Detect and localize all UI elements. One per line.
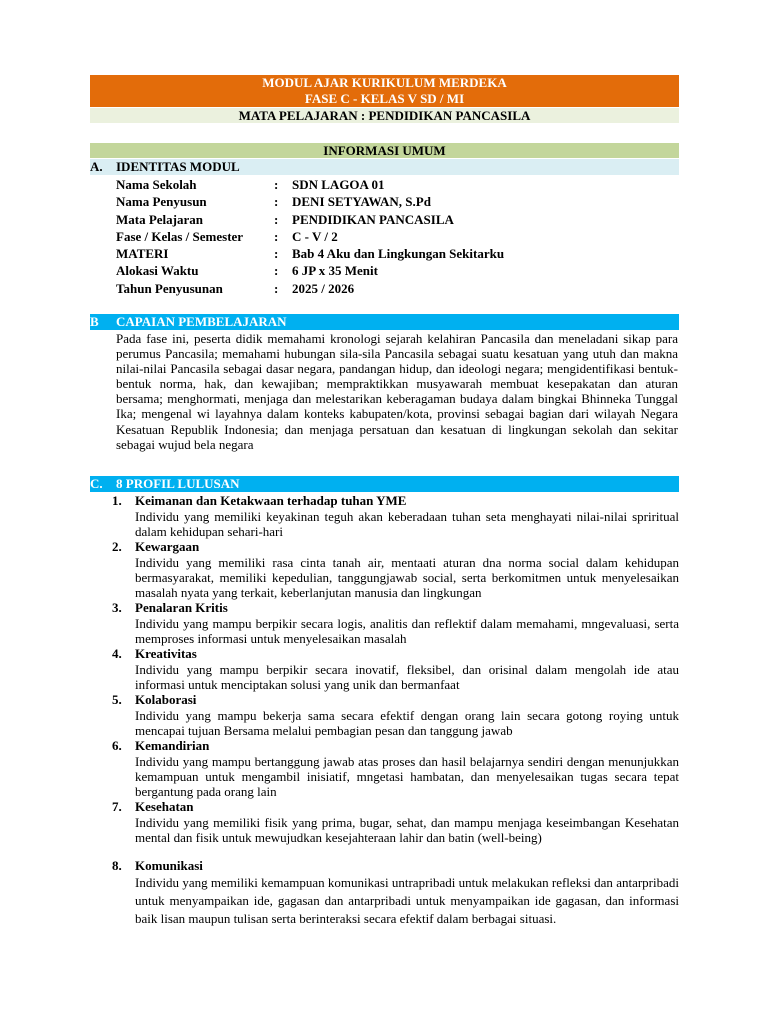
item-number: 3. (112, 600, 122, 615)
identity-value: 6 JP x 35 Menit (292, 263, 378, 279)
identity-colon: : (274, 228, 279, 244)
item-description: Individu yang memiliki fisik yang prima, bugar, sehat, dan mampu menjaga keseimbangan Kesehatan mental dan fisik untuk mewujudkan kesejahteraan lahir dan batin (well-being) (135, 815, 679, 845)
item-number: 5. (112, 692, 122, 707)
item-description: Individu yang mampu bekerja sama secara efektif dengan orang lain secara gotong roying untuk mencapai tujuan Bersama melalui pembagian pesan dan tanggung jawab (135, 708, 679, 738)
item-title: Kewargaan (135, 539, 200, 554)
list-item (90, 493, 679, 539)
item-title: Kolaborasi (135, 692, 197, 707)
identity-value: PENDIDIKAN PANCASILA (292, 211, 454, 227)
item-number: 8. (112, 858, 122, 873)
identity-value: SDN LAGOA 01 (292, 177, 385, 192)
section-c-title: 8 PROFIL LULUSAN (116, 476, 240, 491)
module-title-banner (90, 75, 679, 107)
general-info-banner: INFORMASI UMUM (90, 143, 679, 158)
item-description: Individu yang memiliki kemampuan komunikasi untrapribadi untuk melakukan refleksi dan antarpribadi untuk menyampaikan ide, gagasan dan antarpribadi untuk menyampaikan ide gagasan, dan informasi baik lisan maupun tulisan serta berinteraksi secara efektif dalam berbagai situasi. (135, 875, 679, 926)
module-title-line2: FASE C - KELAS V SD / MI (304, 91, 465, 106)
spacer (90, 845, 679, 858)
section-b-title: CAPAIAN PEMBELAJARAN (116, 314, 287, 329)
identity-colon: : (274, 263, 279, 279)
list-item (90, 600, 679, 646)
identity-colon: : (274, 194, 279, 210)
identity-label: Fase / Kelas / Semester (116, 228, 244, 244)
list-item (90, 692, 679, 738)
item-description: Individu yang memiliki keyakinan teguh akan keberadaan tuhan seta menghayati nilai-nilai spriritual dalam kehidupan sehari-hari (135, 509, 679, 539)
item-number: 2. (112, 539, 122, 554)
identity-colon: : (274, 177, 279, 192)
identity-value: Bab 4 Aku dan Lingkungan Sekitarku (292, 246, 505, 262)
item-title: Kesehatan (135, 799, 194, 814)
module-title-line1: MODUL AJAR KURIKULUM MERDEKA (262, 75, 507, 90)
item-title: Penalaran Kritis (135, 600, 228, 615)
section-b-header (90, 314, 679, 330)
identity-colon: : (274, 280, 279, 296)
identity-label: Nama Sekolah (116, 177, 197, 192)
item-description: Individu yang mampu bertanggung jawab atas proses dan hasil belajarnya sendiri dengan menunjukkan kemampuan untuk mengambil inisiatif, mngetasi hambatan, dan menyelesaikan tugas secara tepat bergantung pada orang lain (135, 754, 679, 799)
section-a-title: IDENTITAS MODUL (116, 159, 240, 174)
item-description: Individu yang mampu berpikir secara inovatif, fleksibel, dan orisinal dalam mengolah ide atau informasi untuk menciptakan solusi yang unik dan bermanfaat (135, 662, 679, 692)
list-item (90, 738, 679, 799)
graduate-profile-list (90, 493, 679, 928)
item-description: Individu yang memiliki rasa cinta tanah air, mentaati aturan dna norma social dalam kehidupan bermasyarakat, memiliki kepedulian, tanggungjawab social, serta berkomitmen untuk menyelesaikan masalah nyata yang terkait, keberlanjutan manusia dan lingkungan (135, 555, 679, 600)
item-number: 7. (112, 799, 122, 814)
item-description: Individu yang mampu berpikir secara logis, analitis dan reflektif dalam memahami, mngevaluasi, serta memproses informasi untuk menyelesaikan masalah (135, 616, 679, 646)
item-title: Kemandirian (135, 738, 210, 753)
item-title: Kreativitas (135, 646, 197, 661)
identity-colon: : (274, 211, 279, 227)
item-number: 1. (112, 493, 122, 508)
identity-label: Mata Pelajaran (116, 211, 204, 227)
section-b-letter: B (90, 314, 99, 329)
identity-label: Tahun Penyusunan (116, 280, 223, 296)
subject-banner: MATA PELAJARAN : PENDIDIKAN PANCASILA (90, 108, 679, 123)
list-item (90, 858, 679, 928)
identity-label: MATERI (116, 246, 169, 262)
list-item (90, 539, 679, 600)
item-number: 6. (112, 738, 122, 753)
identity-value: 2025 / 2026 (292, 280, 355, 296)
identity-label: Alokasi Waktu (116, 263, 199, 279)
list-item (90, 646, 679, 692)
identity-colon: : (274, 246, 279, 262)
learning-outcome-text: Pada fase ini, peserta didik memahami kronologi sejarah kelahiran Pancasila dan meneladani sikap para perumus Pancasila; memahami hubungan sila-sila Pancasila sebagai suatu kesatuan yang utuh dan makna nilai-nilai Pancasila sebagai dasar negara, pandangan hidup, dan ideologi negara; mengidentifikasi bentuk-bentuk norma, hak, dan kewajiban; mempraktikkan musyawarah membuat kesepakatan dan aturan bersama; menghormati, menjaga dan melestarikan keberagaman budaya dalam bingkai Bhinneka Tunggal Ika; mengenal wi layahnya dalam konteks kabupaten/kota, provinsi sebagai bagian dari wilayah Negara Kesatuan Republik Indonesia; dan menjaga persatuan dan kesatuan di lingkungan sekolah dan sekitar sebagai wujud bela negara (116, 331, 678, 452)
list-item (90, 799, 679, 845)
identity-value: DENI SETYAWAN, S.Pd (292, 194, 431, 210)
item-title: Keimanan dan Ketakwaan terhadap tuhan YME (135, 493, 407, 508)
section-a-letter: A. (90, 159, 103, 174)
item-number: 4. (112, 646, 122, 661)
section-c-letter: C. (90, 476, 103, 491)
identity-value: C - V / 2 (292, 228, 338, 244)
section-c-header (90, 476, 679, 492)
item-title: Komunikasi (135, 858, 203, 873)
identity-label: Nama Penyusun (116, 194, 207, 210)
section-a-header (90, 159, 679, 175)
